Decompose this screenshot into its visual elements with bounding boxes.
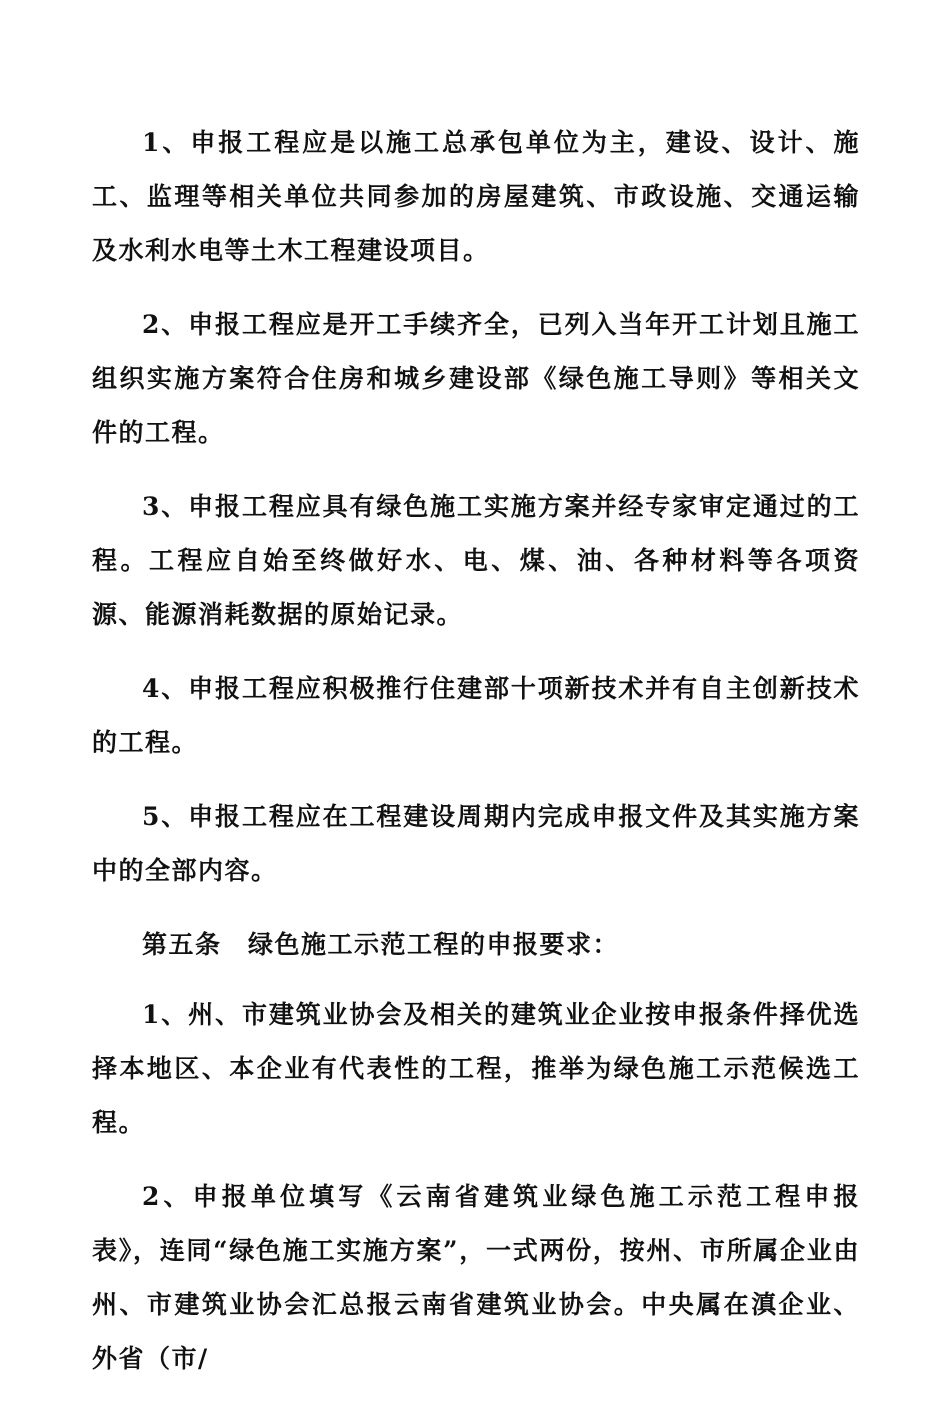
paragraph-requirement-1: 1、州、市建筑业协会及相关的建筑业企业按申报条件择优选择本地区、本企业有代表性的工程，推举为绿色施工示范候选工程。 (92, 1000, 860, 1137)
article-five-heading: 第五条 绿色施工示范工程的申报要求： (142, 930, 620, 959)
paragraph-condition-5: 5、申报工程应在工程建设周期内完成申报文件及其实施方案中的全部内容。 (92, 802, 860, 885)
paragraph-condition-1: 1、申报工程应是以施工总承包单位为主，建设、设计、施工、监理等相关单位共同参加的房屋建筑、市政设施、交通运输及水利水电等土木工程建设项目。 (92, 128, 860, 265)
paragraph-requirement-2: 2、申报单位填写《云南省建筑业绿色施工示范工程申报表》，连同“绿色施工实施方案”，一式两份，按州、市所属企业由州、市建筑业协会汇总报云南省建筑业协会。中央属在滇企业、外省（市/ (92, 1182, 860, 1373)
document-body (92, 116, 860, 1406)
paragraph-condition-2: 2、申报工程应是开工手续齐全，已列入当年开工计划且施工组织实施方案符合住房和城乡建设部《绿色施工导则》等相关文件的工程。 (92, 310, 860, 447)
paragraph-condition-4: 4、申报工程应积极推行住建部十项新技术并有自主创新技术的工程。 (92, 674, 860, 757)
paragraph-condition-3: 3、申报工程应具有绿色施工实施方案并经专家审定通过的工程。工程应自始至终做好水、电、煤、油、各种材料等各项资源、能源消耗数据的原始记录。 (92, 492, 860, 629)
